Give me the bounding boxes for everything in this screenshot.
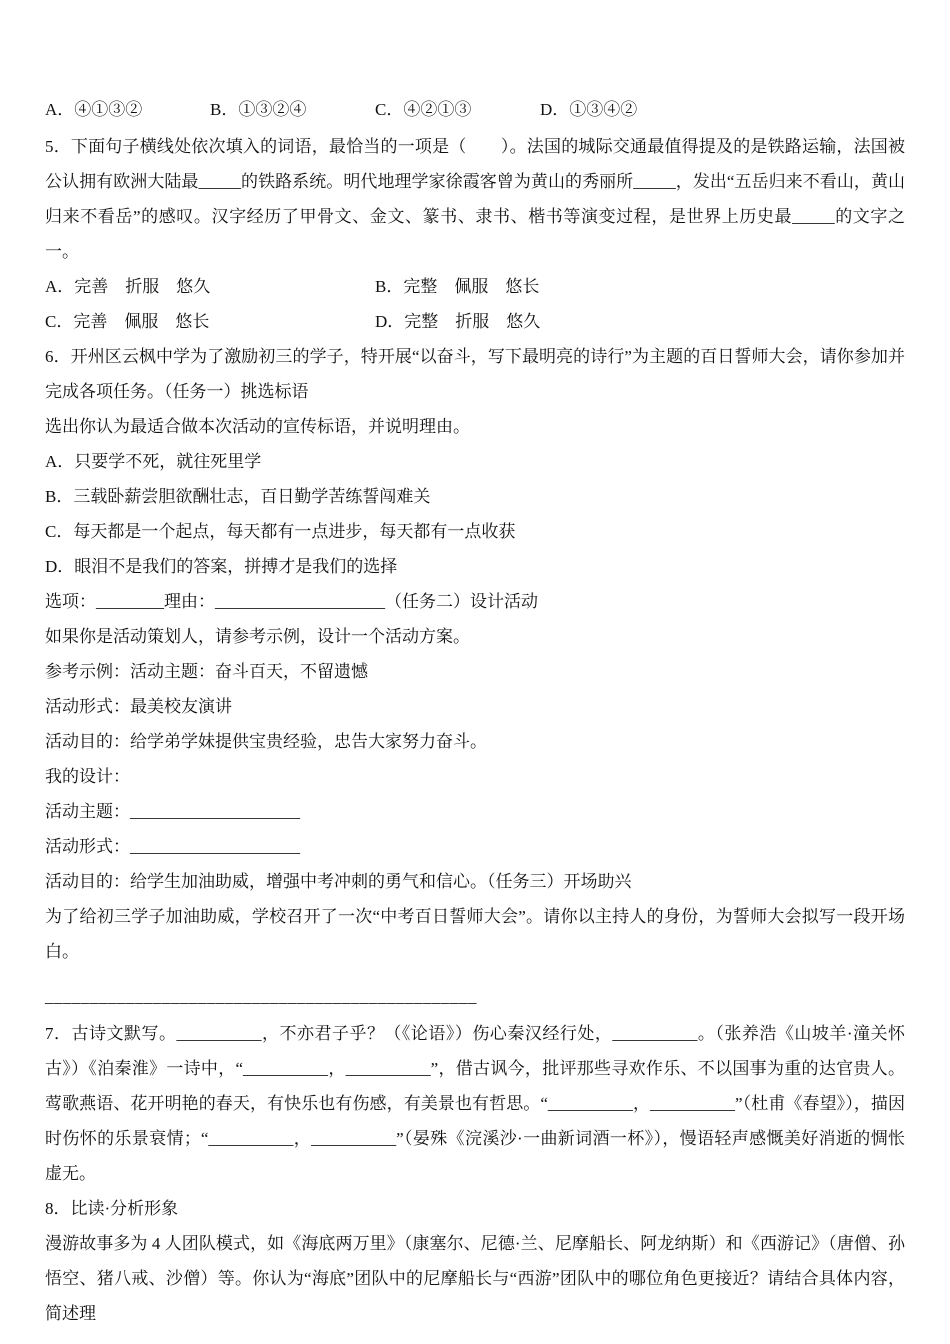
question-4-options-item-2: C．④②①③ xyxy=(375,100,472,119)
design-format-blank: 活动形式：____________________ xyxy=(45,837,300,856)
question-5-options-cd-left: C．完善 佩服 悠长 xyxy=(45,312,210,331)
question-7: 7．古诗文默写。__________，不亦君子乎？（《论语》）伤心秦汉经行处，__________。（张养浩《山坡羊·潼关怀古》）《泊秦淮》一诗中，“__________，__________”，借古讽今，批评那些寻欢作乐、不以国事为重的达官贵人。莺歌燕语、花开明艳的春天，有快乐也有伤感，有美景也有哲思。“__________，__________”（杜甫《春望》），描因时伤怀的乐景衰情；“__________，__________”（晏殊《浣溪沙·一曲新词酒一杯》），慢语轻声感慨美好消逝的惆怅虚无。 xyxy=(45,1024,905,1183)
question-6: 6．开州区云枫中学为了激励初三的学子，特开展“以奋斗，写下最明亮的诗行”为主题的百日誓师大会，请你参加并完成各项任务。（任务一）挑选标语 xyxy=(45,347,905,401)
task-3-instruction: 为了给初三学子加油助威，学校召开了一次“中考百日誓师大会”。请你以主持人的身份，为誓师大会拟写一段开场白。 xyxy=(45,907,905,961)
question-5-options-cd-right: D．完整 折服 悠久 xyxy=(375,312,541,331)
slogan-option-c: C．每天都是一个起点，每天都有一点进步，每天都有一点收获 xyxy=(45,522,516,541)
question-5-options-ab xyxy=(45,269,905,304)
question-8: 漫游故事多为 4 人团队模式，如《海底两万里》（康塞尔、尼德·兰、尼摩船长、阿龙纳斯）和《西游记》（唐僧、孙悟空、猪八戒、沙僧）等。你认为“海底”团队中的尼摩船长与“西游”团队中的哪位角色更接近？请结合具体内容，简述理 xyxy=(45,1234,905,1323)
question-5-options-ab-left: A．完善 折服 悠久 xyxy=(45,277,211,296)
my-design-label: 我的设计： xyxy=(45,767,130,786)
question-5: 5．下面句子横线处依次填入的词语，最恰当的一项是（ ）。法国的城际交通最值得提及的是铁路运输，法国被公认拥有欧洲大陆最_____的铁路系统。明代地理学家徐霞客曾为黄山的秀丽所_____，发出“五岳归来不看山，黄山归来不看岳”的感叹。汉字经历了甲骨文、金文、篆书、隶书、楷书等演变过程，是世界上历史最_____的文字之一。 xyxy=(45,137,905,261)
design-purpose: 活动目的：给学生加油助威，增强中考冲刺的勇气和信心。（任务三）开场助兴 xyxy=(45,872,632,891)
question-5-options-ab-right: B．完整 佩服 悠长 xyxy=(375,277,540,296)
slogan-option-a: A．只要学不死，就往死里学 xyxy=(45,452,262,471)
example-purpose: 活动目的：给学弟学妹提供宝贵经验，忠告大家努力奋斗。 xyxy=(45,732,487,751)
slogan-option-b: B．三载卧薪尝胆欲酬壮志，百日勤学苦练誓闯难关 xyxy=(45,487,431,506)
answer-blanks: 选项：________理由：____________________（任务二）设计活动 xyxy=(45,592,538,611)
document-body xyxy=(45,92,905,1331)
example-theme: 参考示例：活动主题：奋斗百天，不留遗憾 xyxy=(45,662,368,681)
question-4-options-item-3: D．①③④② xyxy=(540,100,638,119)
question-4-options-item-1: B．①③②④ xyxy=(210,100,307,119)
example-format: 活动形式：最美校友演讲 xyxy=(45,697,232,716)
slogan-option-d: D．眼泪不是我们的答案，拼搏才是我们的选择 xyxy=(45,557,398,576)
question-4-options xyxy=(45,92,905,127)
writing-blank-line: ________________________________________________ xyxy=(45,987,477,1006)
task-1-instruction: 选出你认为最适合做本次活动的宣传标语，并说明理由。 xyxy=(45,417,470,436)
question-5-options-cd xyxy=(45,304,905,339)
design-theme-blank: 活动主题：____________________ xyxy=(45,802,300,821)
question-8-title: 8．比读·分析形象 xyxy=(45,1199,179,1218)
question-4-options-item-0: A．④①③② xyxy=(45,100,143,119)
task-2-instruction: 如果你是活动策划人，请参考示例，设计一个活动方案。 xyxy=(45,627,470,646)
